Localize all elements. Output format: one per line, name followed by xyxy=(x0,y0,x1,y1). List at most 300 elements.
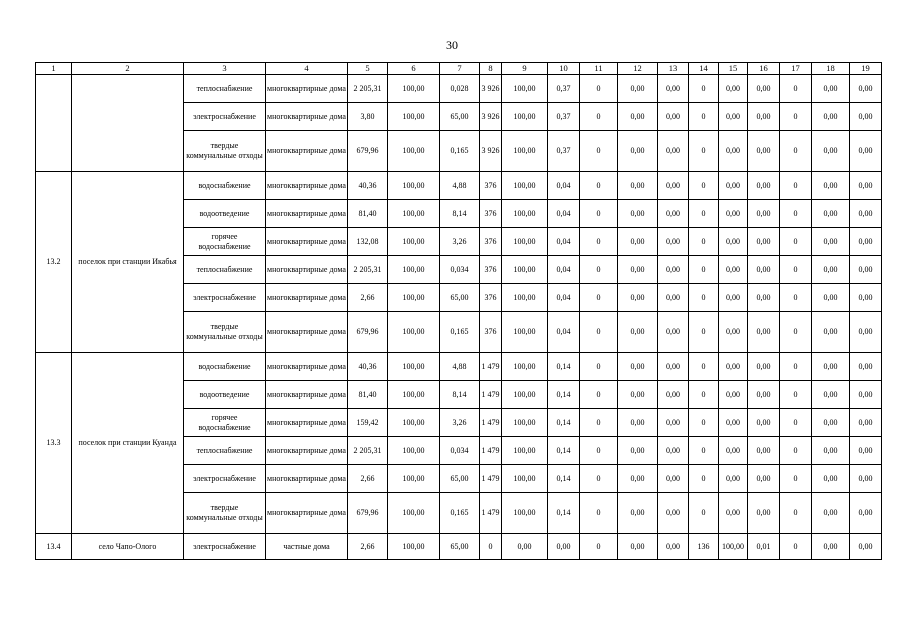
column-number: 4 xyxy=(266,63,348,75)
value-cell: 100,00 xyxy=(502,228,548,256)
value-cell: 1 479 xyxy=(480,465,502,493)
column-number: 17 xyxy=(780,63,812,75)
value-cell: 0,00 xyxy=(548,534,580,560)
value-cell: 0,04 xyxy=(548,172,580,200)
value-cell: 3,26 xyxy=(440,409,480,437)
value-cell: 0,14 xyxy=(548,437,580,465)
value-cell: 0,00 xyxy=(748,172,780,200)
value-cell: 2,66 xyxy=(348,284,388,312)
value-cell: 376 xyxy=(480,256,502,284)
value-cell: 0,00 xyxy=(618,75,658,103)
value-cell: 0,00 xyxy=(719,284,748,312)
value-cell: 2 205,31 xyxy=(348,437,388,465)
value-cell: 0 xyxy=(689,228,719,256)
value-cell: 100,00 xyxy=(502,75,548,103)
value-cell: 0 xyxy=(689,493,719,534)
settlement-name: село Чапо-Ологo xyxy=(72,534,184,560)
value-cell: 0 xyxy=(689,381,719,409)
value-cell: 2,66 xyxy=(348,534,388,560)
value-cell: 0,00 xyxy=(748,103,780,131)
value-cell: 0 xyxy=(580,131,618,172)
value-cell: 0,00 xyxy=(719,103,748,131)
column-number: 15 xyxy=(719,63,748,75)
value-cell: 0,00 xyxy=(748,312,780,353)
value-cell: 0,00 xyxy=(719,75,748,103)
value-cell: 0,034 xyxy=(440,437,480,465)
value-cell: 376 xyxy=(480,172,502,200)
value-cell: 0 xyxy=(580,200,618,228)
value-cell: 1 479 xyxy=(480,381,502,409)
value-cell: 0,00 xyxy=(850,256,882,284)
value-cell: 0 xyxy=(580,256,618,284)
column-number: 3 xyxy=(184,63,266,75)
column-number-row xyxy=(36,63,882,75)
value-cell: 0,00 xyxy=(812,131,850,172)
service-type: твердые коммунальные отходы xyxy=(184,493,266,534)
value-cell: 0,00 xyxy=(748,353,780,381)
value-cell: 65,00 xyxy=(440,103,480,131)
value-cell: 0,00 xyxy=(719,256,748,284)
value-cell: 0 xyxy=(580,353,618,381)
value-cell: 0,00 xyxy=(719,437,748,465)
value-cell: 0,00 xyxy=(850,409,882,437)
table-body xyxy=(36,75,882,560)
value-cell: 0,00 xyxy=(719,381,748,409)
value-cell: 40,36 xyxy=(348,172,388,200)
housing-type: многоквартирные дома xyxy=(266,256,348,284)
value-cell: 0,00 xyxy=(850,172,882,200)
value-cell: 0,00 xyxy=(719,172,748,200)
value-cell: 0,00 xyxy=(850,353,882,381)
value-cell: 0,00 xyxy=(618,284,658,312)
housing-type: частные дома xyxy=(266,534,348,560)
value-cell: 8,14 xyxy=(440,200,480,228)
value-cell: 0,00 xyxy=(748,131,780,172)
housing-type: многоквартирные дома xyxy=(266,131,348,172)
value-cell: 0,00 xyxy=(658,131,689,172)
value-cell: 0 xyxy=(580,534,618,560)
value-cell: 0,00 xyxy=(618,103,658,131)
value-cell: 0,00 xyxy=(658,534,689,560)
value-cell: 100,00 xyxy=(388,409,440,437)
value-cell: 376 xyxy=(480,228,502,256)
service-type: твердые коммунальные отходы xyxy=(184,312,266,353)
table-row xyxy=(36,172,882,200)
value-cell: 0,00 xyxy=(850,381,882,409)
value-cell: 0 xyxy=(580,228,618,256)
value-cell: 0,00 xyxy=(748,493,780,534)
value-cell: 3 926 xyxy=(480,103,502,131)
value-cell: 0,04 xyxy=(548,256,580,284)
housing-type: многоквартирные дома xyxy=(266,465,348,493)
value-cell: 40,36 xyxy=(348,353,388,381)
value-cell: 0,00 xyxy=(748,409,780,437)
column-number: 6 xyxy=(388,63,440,75)
value-cell: 0 xyxy=(780,103,812,131)
housing-type: многоквартирные дома xyxy=(266,103,348,131)
housing-type: многоквартирные дома xyxy=(266,409,348,437)
value-cell: 0,00 xyxy=(748,381,780,409)
value-cell: 679,96 xyxy=(348,312,388,353)
value-cell: 376 xyxy=(480,284,502,312)
value-cell: 0,00 xyxy=(850,75,882,103)
value-cell: 1 479 xyxy=(480,409,502,437)
value-cell: 100,00 xyxy=(502,312,548,353)
value-cell: 0,00 xyxy=(812,312,850,353)
value-cell: 0 xyxy=(689,75,719,103)
value-cell: 0,00 xyxy=(850,493,882,534)
value-cell: 679,96 xyxy=(348,493,388,534)
value-cell: 2 205,31 xyxy=(348,256,388,284)
value-cell: 0 xyxy=(580,465,618,493)
value-cell: 0,00 xyxy=(658,465,689,493)
value-cell: 100,00 xyxy=(388,200,440,228)
tariff-table xyxy=(35,62,882,560)
value-cell: 0,00 xyxy=(719,409,748,437)
value-cell: 0,37 xyxy=(548,131,580,172)
value-cell: 0 xyxy=(580,172,618,200)
value-cell: 0,00 xyxy=(502,534,548,560)
service-type: теплоснабжение xyxy=(184,256,266,284)
table-row xyxy=(36,353,882,381)
value-cell: 0,00 xyxy=(748,437,780,465)
value-cell: 0 xyxy=(689,312,719,353)
settlement-number: 13.2 xyxy=(36,172,72,353)
value-cell: 0,00 xyxy=(618,493,658,534)
value-cell: 0,00 xyxy=(812,409,850,437)
value-cell: 0,00 xyxy=(658,493,689,534)
value-cell: 100,00 xyxy=(388,381,440,409)
settlement-number: 13.3 xyxy=(36,353,72,534)
value-cell: 100,00 xyxy=(388,284,440,312)
settlement-name: поселок при станции Икабья xyxy=(72,172,184,353)
value-cell: 0,14 xyxy=(548,409,580,437)
value-cell: 0,00 xyxy=(618,409,658,437)
value-cell: 0,165 xyxy=(440,131,480,172)
value-cell: 100,00 xyxy=(388,534,440,560)
value-cell: 100,00 xyxy=(502,103,548,131)
value-cell: 0,00 xyxy=(812,228,850,256)
value-cell: 0,00 xyxy=(658,228,689,256)
value-cell: 0,00 xyxy=(658,284,689,312)
value-cell: 0,00 xyxy=(850,437,882,465)
value-cell: 0 xyxy=(689,200,719,228)
value-cell: 0,14 xyxy=(548,381,580,409)
value-cell: 100,00 xyxy=(388,312,440,353)
value-cell: 0 xyxy=(580,75,618,103)
value-cell: 81,40 xyxy=(348,381,388,409)
value-cell: 0 xyxy=(689,103,719,131)
table-row xyxy=(36,534,882,560)
column-number: 7 xyxy=(440,63,480,75)
value-cell: 100,00 xyxy=(388,172,440,200)
value-cell: 3 926 xyxy=(480,75,502,103)
value-cell: 100,00 xyxy=(502,200,548,228)
value-cell: 0 xyxy=(780,534,812,560)
value-cell: 0 xyxy=(689,172,719,200)
value-cell: 0,00 xyxy=(812,493,850,534)
value-cell: 0 xyxy=(689,284,719,312)
value-cell: 100,00 xyxy=(502,256,548,284)
value-cell: 2,66 xyxy=(348,465,388,493)
value-cell: 100,00 xyxy=(502,381,548,409)
service-type: теплоснабжение xyxy=(184,75,266,103)
value-cell: 0,00 xyxy=(850,228,882,256)
value-cell: 0 xyxy=(780,284,812,312)
value-cell: 100,00 xyxy=(502,172,548,200)
value-cell: 0,00 xyxy=(618,200,658,228)
housing-type: многоквартирные дома xyxy=(266,200,348,228)
value-cell: 0,04 xyxy=(548,312,580,353)
value-cell: 0 xyxy=(780,256,812,284)
value-cell: 136 xyxy=(689,534,719,560)
value-cell: 0 xyxy=(689,409,719,437)
value-cell: 81,40 xyxy=(348,200,388,228)
value-cell: 0,00 xyxy=(850,534,882,560)
housing-type: многоквартирные дома xyxy=(266,437,348,465)
value-cell: 65,00 xyxy=(440,534,480,560)
value-cell: 0,04 xyxy=(548,284,580,312)
column-number: 16 xyxy=(748,63,780,75)
value-cell: 0 xyxy=(689,437,719,465)
value-cell: 0,034 xyxy=(440,256,480,284)
value-cell: 3,26 xyxy=(440,228,480,256)
value-cell: 0,00 xyxy=(618,465,658,493)
value-cell: 0,00 xyxy=(812,437,850,465)
value-cell: 0,00 xyxy=(658,353,689,381)
service-type: электроснабжение xyxy=(184,534,266,560)
value-cell: 0,00 xyxy=(719,200,748,228)
value-cell: 0,00 xyxy=(658,172,689,200)
value-cell: 0,00 xyxy=(850,200,882,228)
value-cell: 100,00 xyxy=(502,493,548,534)
column-number: 18 xyxy=(812,63,850,75)
column-number: 19 xyxy=(850,63,882,75)
column-number: 10 xyxy=(548,63,580,75)
value-cell: 0 xyxy=(780,228,812,256)
service-type: горячее водоснабжение xyxy=(184,228,266,256)
value-cell: 0 xyxy=(780,312,812,353)
value-cell: 0,00 xyxy=(748,284,780,312)
value-cell: 0 xyxy=(580,381,618,409)
value-cell: 0 xyxy=(580,493,618,534)
value-cell: 100,00 xyxy=(388,493,440,534)
value-cell: 0,00 xyxy=(850,465,882,493)
value-cell: 100,00 xyxy=(388,228,440,256)
value-cell: 100,00 xyxy=(388,437,440,465)
housing-type: многоквартирные дома xyxy=(266,312,348,353)
value-cell: 0 xyxy=(580,437,618,465)
value-cell: 0,01 xyxy=(748,534,780,560)
value-cell: 0,37 xyxy=(548,103,580,131)
value-cell: 0,00 xyxy=(812,256,850,284)
value-cell: 679,96 xyxy=(348,131,388,172)
housing-type: многоквартирные дома xyxy=(266,172,348,200)
value-cell: 100,00 xyxy=(388,465,440,493)
housing-type: многоквартирные дома xyxy=(266,284,348,312)
housing-type: многоквартирные дома xyxy=(266,353,348,381)
value-cell: 0,00 xyxy=(850,103,882,131)
value-cell: 0 xyxy=(780,493,812,534)
value-cell: 0,165 xyxy=(440,312,480,353)
column-number: 5 xyxy=(348,63,388,75)
column-number: 14 xyxy=(689,63,719,75)
value-cell: 0,00 xyxy=(748,465,780,493)
value-cell: 0,00 xyxy=(748,228,780,256)
column-number: 9 xyxy=(502,63,548,75)
value-cell: 0,00 xyxy=(812,353,850,381)
column-number: 11 xyxy=(580,63,618,75)
settlement-name xyxy=(72,75,184,172)
value-cell: 0 xyxy=(580,103,618,131)
service-type: водоотведение xyxy=(184,200,266,228)
value-cell: 0 xyxy=(580,312,618,353)
value-cell: 0,00 xyxy=(618,228,658,256)
value-cell: 0,00 xyxy=(812,381,850,409)
value-cell: 376 xyxy=(480,312,502,353)
value-cell: 0,14 xyxy=(548,465,580,493)
value-cell: 0 xyxy=(780,437,812,465)
settlement-name: поселок при станции Куанда xyxy=(72,353,184,534)
service-type: водоснабжение xyxy=(184,172,266,200)
column-number: 13 xyxy=(658,63,689,75)
value-cell: 0,00 xyxy=(812,534,850,560)
value-cell: 0 xyxy=(689,465,719,493)
value-cell: 0,00 xyxy=(719,493,748,534)
value-cell: 0,00 xyxy=(850,131,882,172)
value-cell: 132,08 xyxy=(348,228,388,256)
value-cell: 0,00 xyxy=(719,312,748,353)
value-cell: 0,00 xyxy=(618,131,658,172)
value-cell: 100,00 xyxy=(502,409,548,437)
service-type: электроснабжение xyxy=(184,465,266,493)
value-cell: 0,00 xyxy=(658,103,689,131)
column-number: 8 xyxy=(480,63,502,75)
value-cell: 0 xyxy=(689,131,719,172)
value-cell: 100,00 xyxy=(388,256,440,284)
value-cell: 0,00 xyxy=(719,465,748,493)
value-cell: 159,42 xyxy=(348,409,388,437)
value-cell: 0,00 xyxy=(748,256,780,284)
value-cell: 0 xyxy=(780,75,812,103)
value-cell: 0,00 xyxy=(618,353,658,381)
value-cell: 100,00 xyxy=(502,437,548,465)
service-type: водоснабжение xyxy=(184,353,266,381)
housing-type: многоквартирные дома xyxy=(266,228,348,256)
value-cell: 100,00 xyxy=(719,534,748,560)
table-row xyxy=(36,75,882,103)
value-cell: 100,00 xyxy=(388,103,440,131)
value-cell: 376 xyxy=(480,200,502,228)
value-cell: 0,00 xyxy=(658,381,689,409)
value-cell: 0 xyxy=(780,409,812,437)
value-cell: 0,00 xyxy=(748,200,780,228)
value-cell: 100,00 xyxy=(502,353,548,381)
value-cell: 0,00 xyxy=(812,172,850,200)
value-cell: 0,00 xyxy=(658,256,689,284)
value-cell: 0 xyxy=(580,284,618,312)
value-cell: 0,00 xyxy=(812,75,850,103)
value-cell: 0 xyxy=(780,465,812,493)
service-type: электроснабжение xyxy=(184,103,266,131)
service-type: теплоснабжение xyxy=(184,437,266,465)
housing-type: многоквартирные дома xyxy=(266,493,348,534)
value-cell: 0,00 xyxy=(719,353,748,381)
value-cell: 8,14 xyxy=(440,381,480,409)
value-cell: 0,04 xyxy=(548,228,580,256)
settlement-number xyxy=(36,75,72,172)
value-cell: 0,00 xyxy=(748,75,780,103)
value-cell: 1 479 xyxy=(480,353,502,381)
value-cell: 100,00 xyxy=(388,75,440,103)
value-cell: 0,00 xyxy=(812,200,850,228)
value-cell: 0 xyxy=(580,409,618,437)
value-cell: 0 xyxy=(689,353,719,381)
value-cell: 0,00 xyxy=(658,200,689,228)
value-cell: 0,00 xyxy=(658,437,689,465)
value-cell: 0,14 xyxy=(548,353,580,381)
value-cell: 2 205,31 xyxy=(348,75,388,103)
value-cell: 0,00 xyxy=(812,103,850,131)
value-cell: 0,00 xyxy=(812,465,850,493)
value-cell: 3 926 xyxy=(480,131,502,172)
value-cell: 65,00 xyxy=(440,465,480,493)
value-cell: 0 xyxy=(480,534,502,560)
value-cell: 100,00 xyxy=(502,284,548,312)
value-cell: 0,00 xyxy=(618,172,658,200)
value-cell: 0,165 xyxy=(440,493,480,534)
column-number: 2 xyxy=(72,63,184,75)
service-type: твердые коммунальные отходы xyxy=(184,131,266,172)
value-cell: 0,00 xyxy=(658,312,689,353)
value-cell: 0,00 xyxy=(658,409,689,437)
value-cell: 0,00 xyxy=(618,256,658,284)
value-cell: 0 xyxy=(780,172,812,200)
column-number: 1 xyxy=(36,63,72,75)
value-cell: 0 xyxy=(689,256,719,284)
settlement-number: 13.4 xyxy=(36,534,72,560)
service-type: водоотведение xyxy=(184,381,266,409)
value-cell: 0,00 xyxy=(618,437,658,465)
value-cell: 65,00 xyxy=(440,284,480,312)
value-cell: 100,00 xyxy=(502,465,548,493)
value-cell: 0,04 xyxy=(548,200,580,228)
value-cell: 0,00 xyxy=(719,131,748,172)
housing-type: многоквартирные дома xyxy=(266,381,348,409)
value-cell: 100,00 xyxy=(502,131,548,172)
value-cell: 0 xyxy=(780,131,812,172)
value-cell: 0,00 xyxy=(850,312,882,353)
value-cell: 0,37 xyxy=(548,75,580,103)
value-cell: 4,88 xyxy=(440,172,480,200)
value-cell: 3,80 xyxy=(348,103,388,131)
value-cell: 100,00 xyxy=(388,131,440,172)
value-cell: 0,00 xyxy=(658,75,689,103)
value-cell: 0,00 xyxy=(618,381,658,409)
service-type: горячее водоснабжение xyxy=(184,409,266,437)
value-cell: 1 479 xyxy=(480,437,502,465)
value-cell: 4,88 xyxy=(440,353,480,381)
service-type: электроснабжение xyxy=(184,284,266,312)
value-cell: 1 479 xyxy=(480,493,502,534)
value-cell: 0,14 xyxy=(548,493,580,534)
value-cell: 0 xyxy=(780,200,812,228)
value-cell: 0,00 xyxy=(812,284,850,312)
column-number: 12 xyxy=(618,63,658,75)
page-number: 30 xyxy=(446,38,458,52)
value-cell: 0,00 xyxy=(719,228,748,256)
value-cell: 100,00 xyxy=(388,353,440,381)
